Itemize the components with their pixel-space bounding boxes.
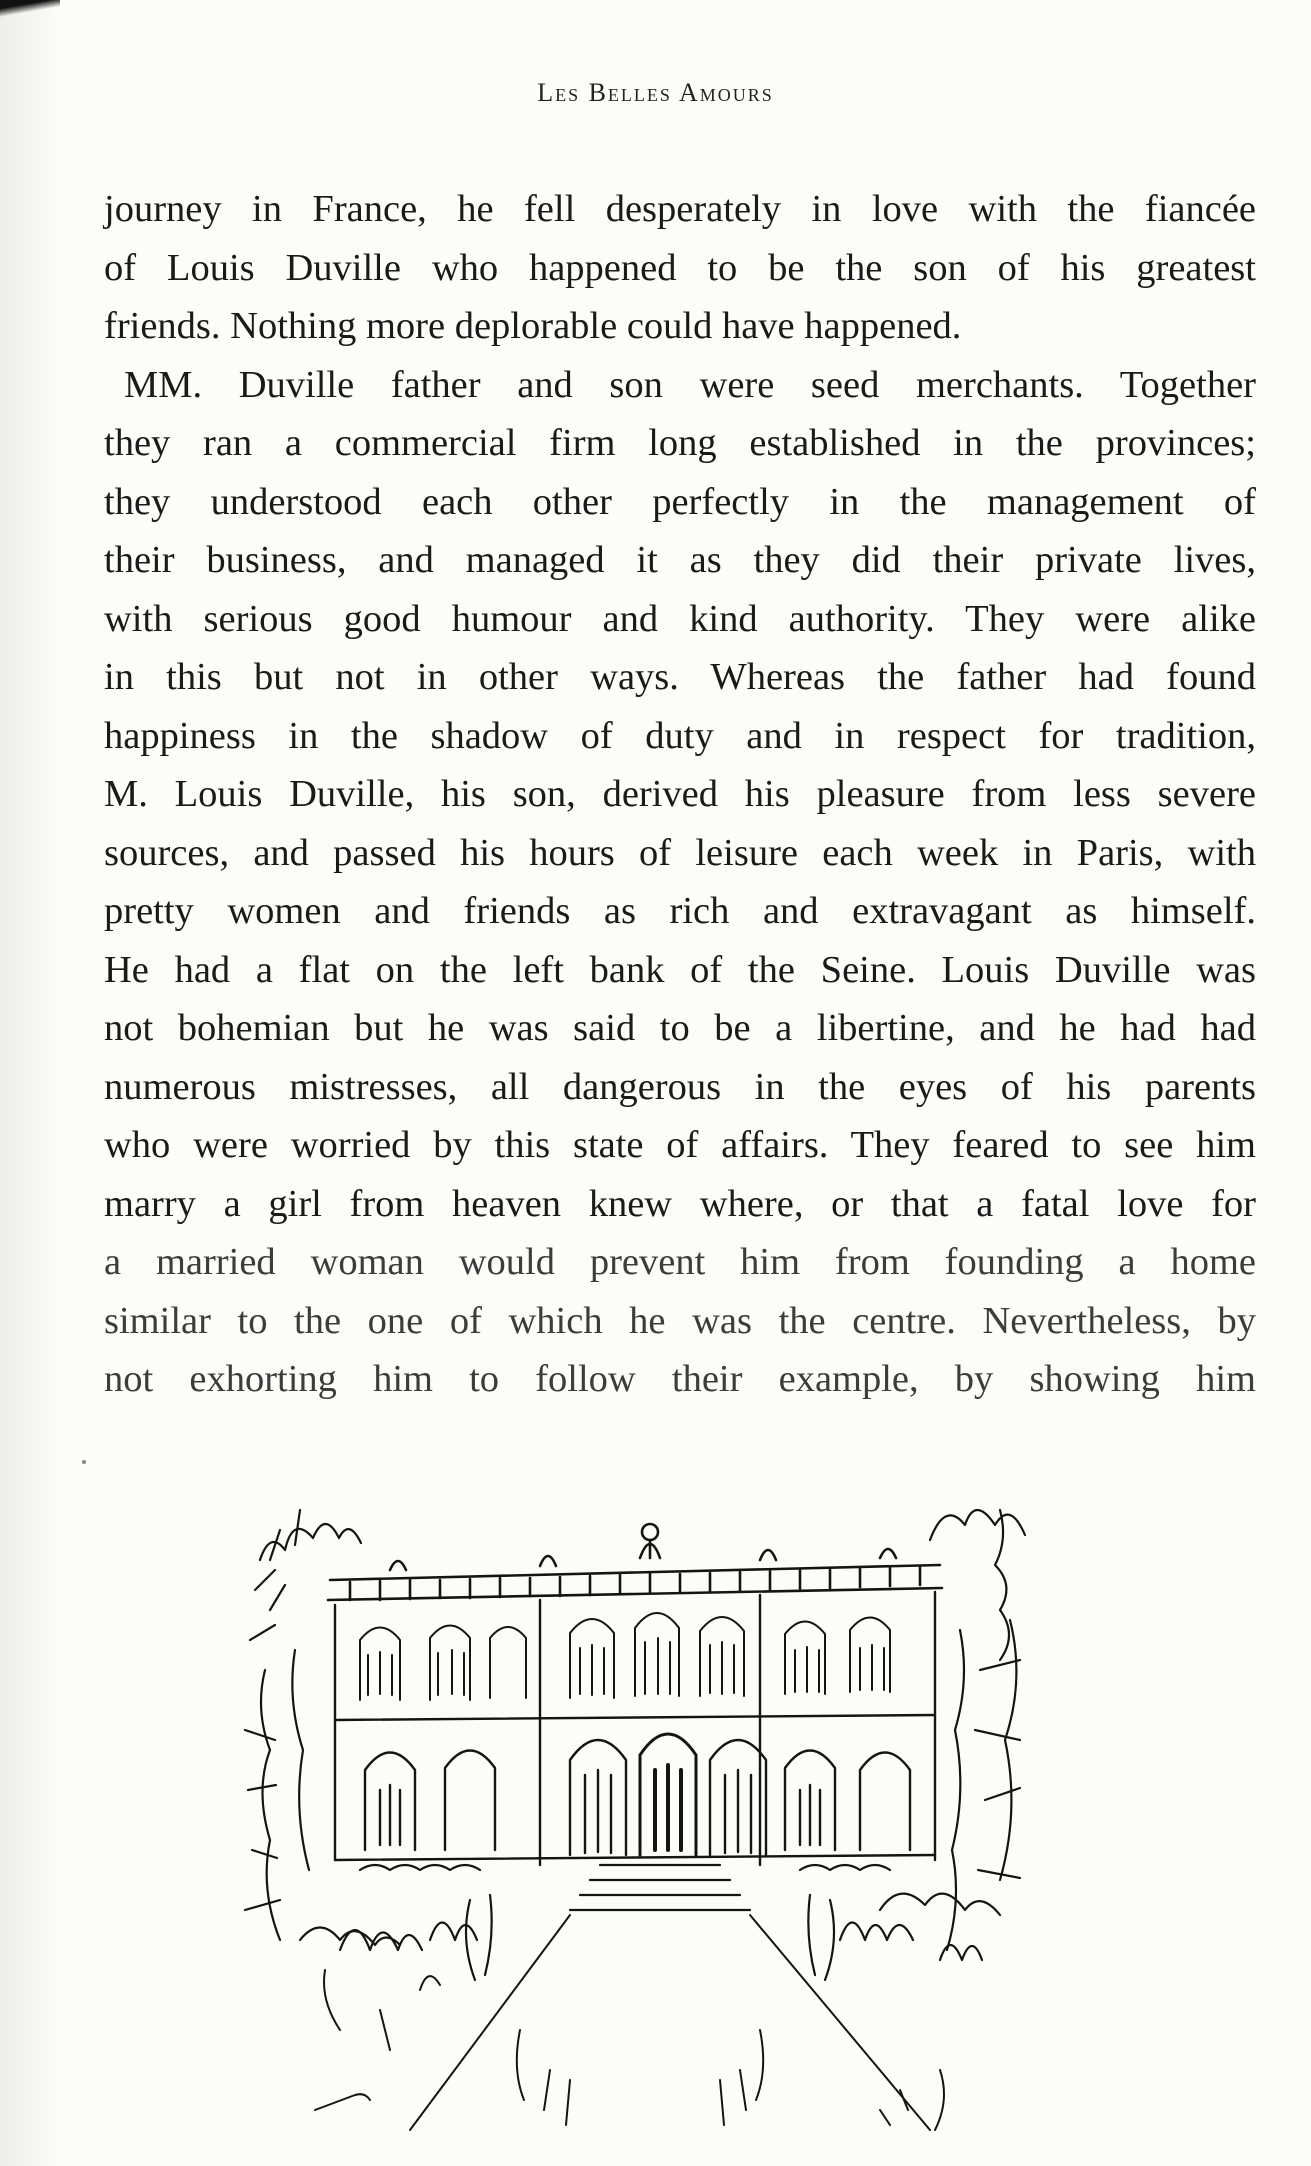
text-line: in this but not in other ways. Whereas the father had found — [104, 656, 1256, 698]
text-line: journey in France, he fell desperately in love with the fiancée — [104, 188, 1256, 230]
text-line: sources, and passed his hours of leisure each week in Paris, with — [104, 831, 1256, 874]
text-line: happiness in the shadow of duty and in respect for tradition, — [104, 714, 1256, 757]
text-line: numerous mistresses, all dangerous in the eyes of his parents — [104, 1065, 1256, 1108]
text-line: M. Louis Duville, his son, derived his pleasure from less severe — [104, 773, 1256, 815]
text-line: MM. Duville father and son were seed merchants. Together — [124, 363, 1256, 406]
text-line: they ran a commercial firm long established in the provinces; — [104, 422, 1256, 464]
scan-corner-mark — [0, 0, 60, 18]
text-line: pretty women and friends as rich and extravagant as himself. — [104, 890, 1256, 932]
text-line: friends. Nothing more deplorable could have happened. — [104, 305, 962, 347]
text-line: marry a girl from heaven knew where, or that a fatal love for — [104, 1182, 1256, 1225]
text-line: not bohemian but he was said to be a libertine, and he had had — [104, 1007, 1256, 1049]
text-line: of Louis Duville who happened to be the son of his greatest — [104, 246, 1256, 289]
page-gutter-shadow — [0, 0, 60, 2166]
text-line: who were worried by this state of affairs. They feared to see him — [104, 1124, 1256, 1166]
text-line: similar to the one of which he was the centre. Nevertheless, by — [104, 1299, 1256, 1342]
ink-sketch-country-house-icon — [240, 1470, 1060, 2150]
body-text — [104, 180, 1256, 1409]
text-line: their business, and managed it as they did their private lives, — [104, 539, 1256, 581]
scan-speck — [82, 1460, 86, 1464]
text-line: He had a flat on the left bank of the Seine. Louis Duville was — [104, 948, 1256, 991]
text-line: a married woman would prevent him from founding a home — [104, 1241, 1256, 1283]
text-line: not exhorting him to follow their example, by showing him — [104, 1358, 1256, 1400]
text-line: with serious good humour and kind authority. They were alike — [104, 597, 1256, 640]
text-line: they understood each other perfectly in the management of — [104, 480, 1256, 523]
running-head: Les Belles Amours — [537, 78, 774, 107]
